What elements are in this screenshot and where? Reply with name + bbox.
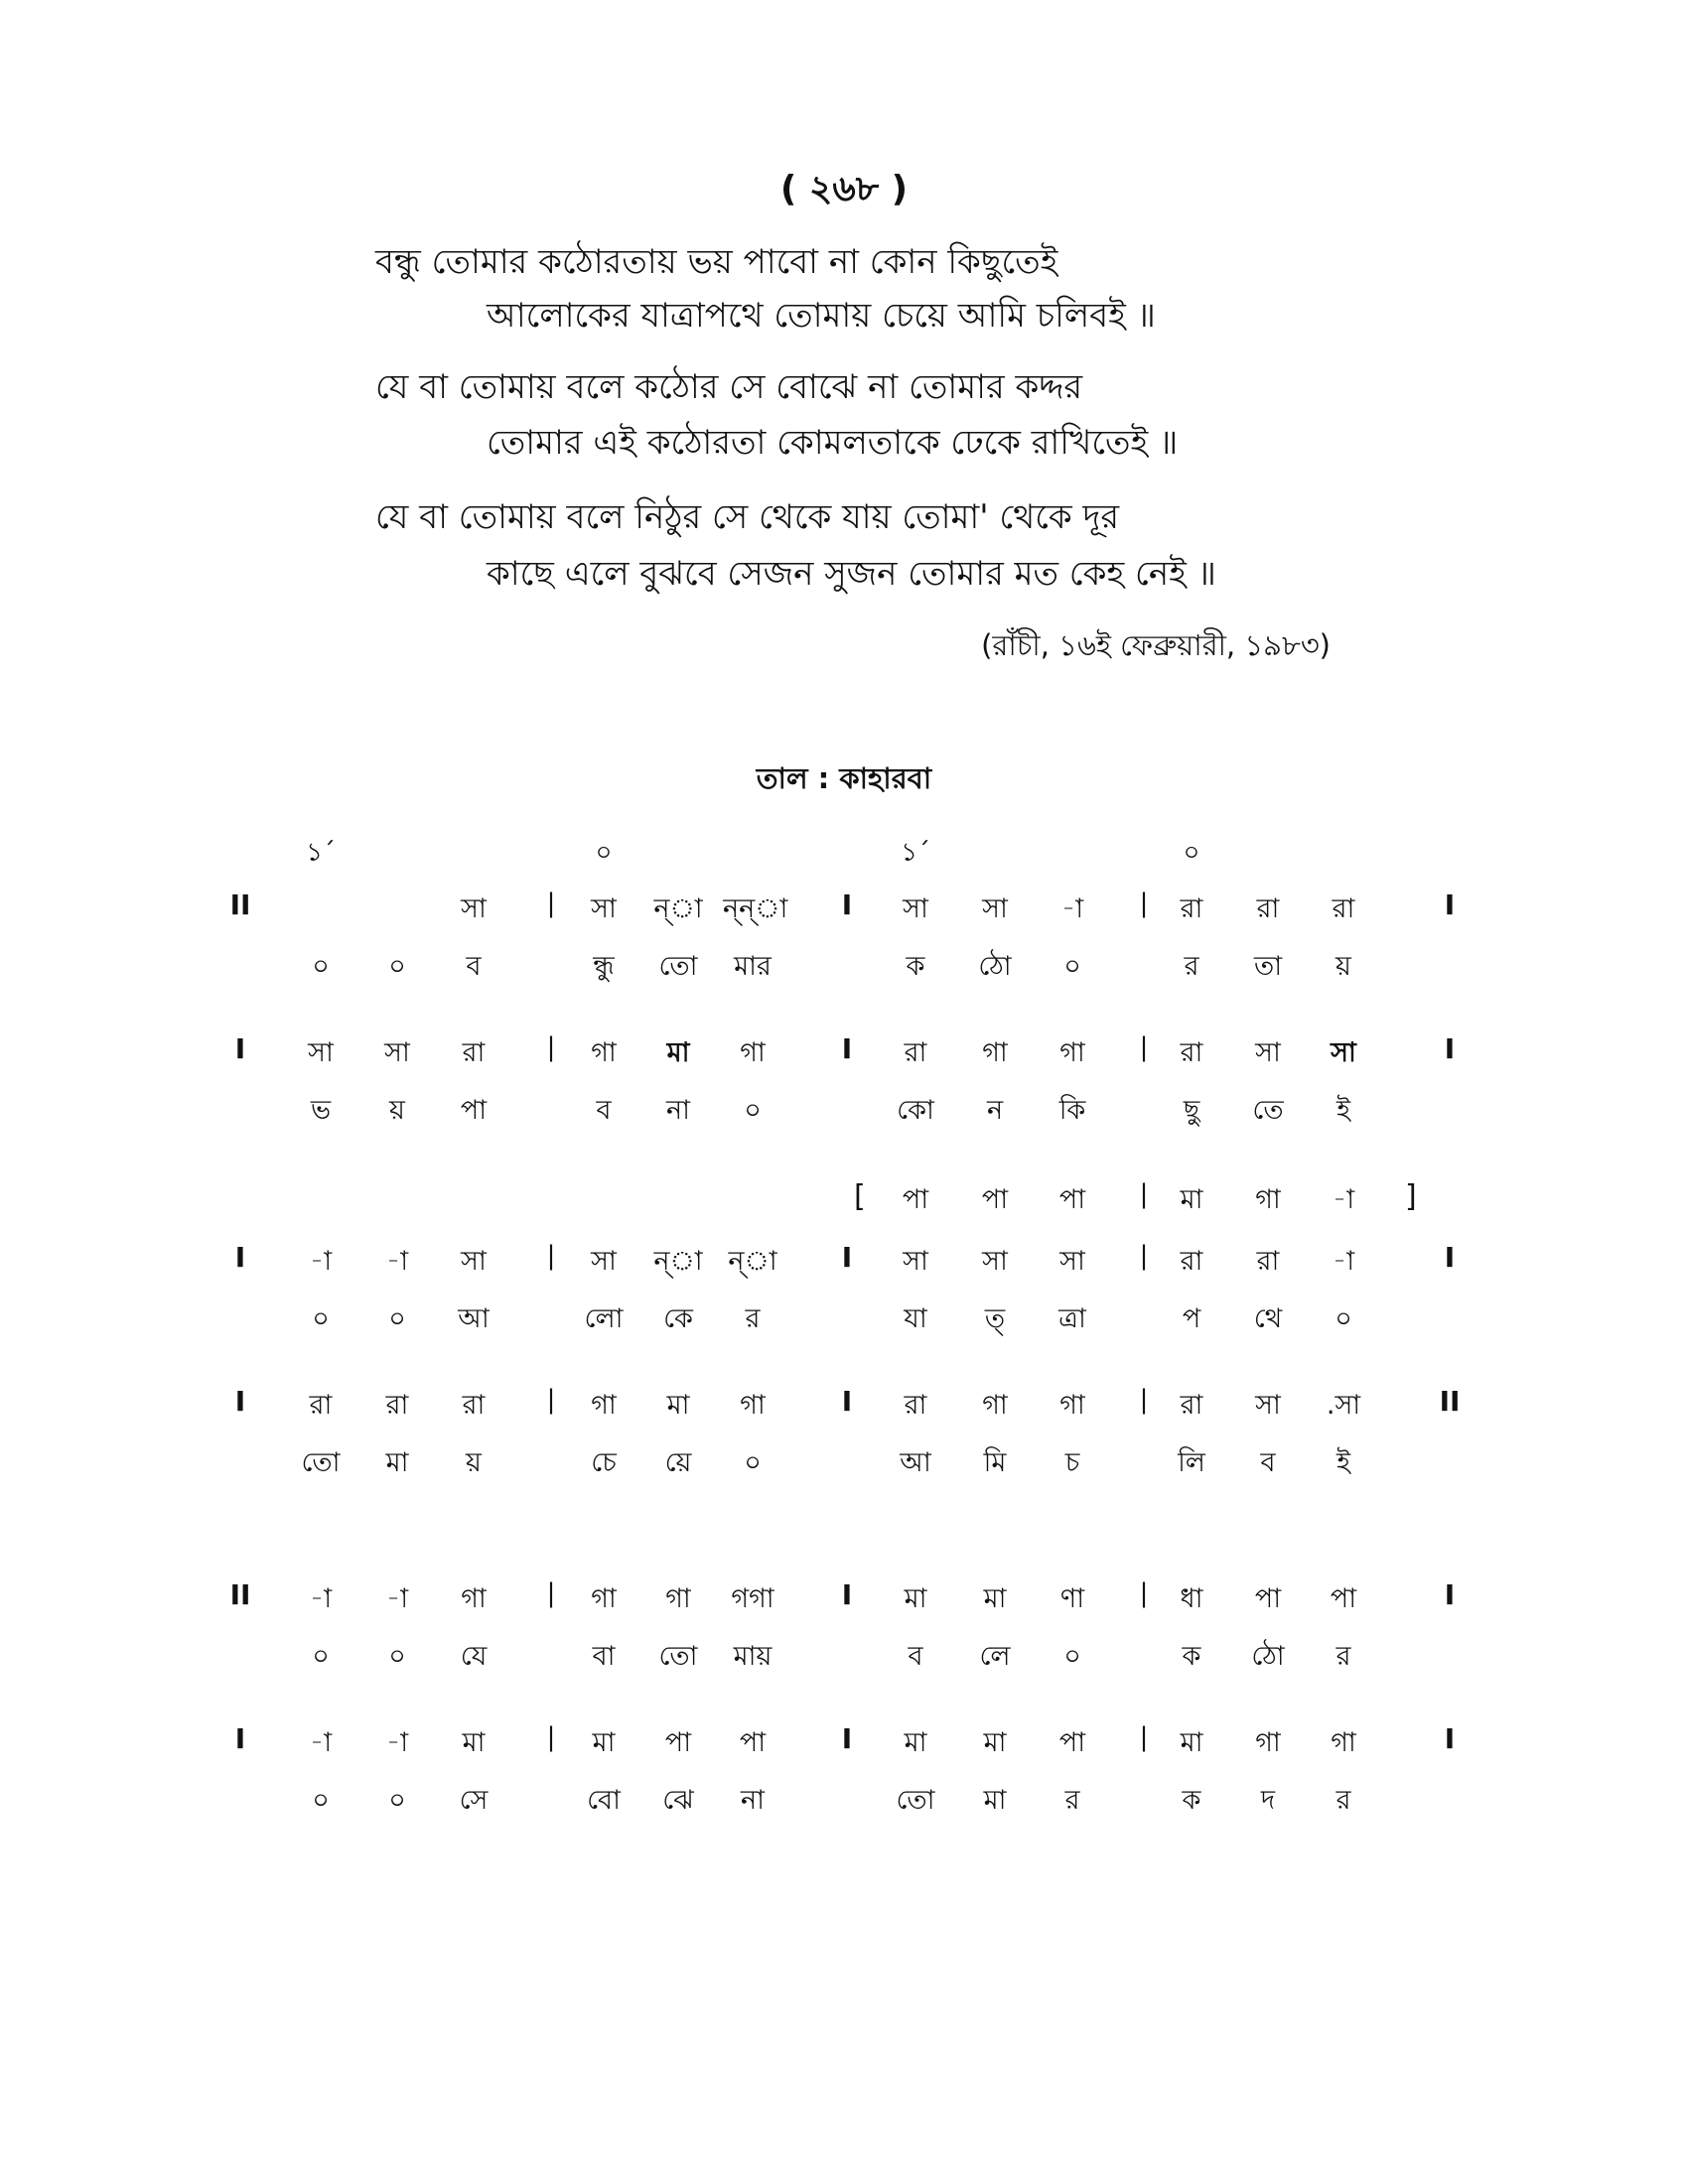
swara-note: পা <box>1254 1583 1282 1614</box>
swara-note: -া <box>309 1246 333 1277</box>
lyric-syllable: র <box>1336 1785 1351 1816</box>
swara-note: ধা <box>1180 1583 1203 1614</box>
lyric-syllable: ভ <box>310 1095 332 1126</box>
lyric-syllable: ই <box>1336 1095 1351 1126</box>
beat-divider: | <box>1139 1722 1149 1752</box>
swara-note: গা <box>1059 1390 1085 1421</box>
lyric-syllable: ক <box>906 951 925 982</box>
composition-date: (রাঁচী, ১৬ই ফেব্রুয়ারী, ১৯৮৩) <box>981 628 1331 662</box>
swara-note: রা <box>904 1390 927 1421</box>
lyric-syllable: মা <box>385 1447 409 1478</box>
bar-line: II <box>1439 1385 1461 1418</box>
lyric-syllable: র <box>1064 1785 1080 1816</box>
lyric-syllable: তে <box>1252 1095 1284 1126</box>
bar-line: I <box>234 1722 246 1755</box>
swara-note: পা <box>739 1727 767 1758</box>
lyric-syllable: মায় <box>733 1641 773 1672</box>
swara-note: সা <box>982 893 1008 924</box>
swara-note: -া <box>1060 893 1084 924</box>
lyric-syllable: মি <box>983 1447 1007 1478</box>
swara-note: রা <box>1180 1390 1203 1421</box>
swara-note: গা <box>1331 1727 1356 1758</box>
beat-mark: ১´ <box>306 838 336 868</box>
lyric-syllable: আ <box>900 1447 931 1478</box>
lyric-syllable: ০ <box>312 951 330 982</box>
swara-note: রা <box>1332 893 1355 924</box>
lyric-syllable: লো <box>584 1303 624 1334</box>
swara-note: সা <box>591 893 617 924</box>
lyric-line: যে বা তোমায় বলে নিঠুর সে থেকে যায় তোমা' থেকে দূর <box>375 497 1120 537</box>
swara-note: গা <box>982 1037 1008 1068</box>
swara-note: সা <box>461 1246 487 1277</box>
lyric-syllable: ন <box>986 1095 1004 1126</box>
swara-note: মা <box>904 1727 927 1758</box>
lyric-syllable: ০ <box>312 1785 330 1816</box>
page-number: ( ২৬৮ ) <box>779 169 909 209</box>
swara-note: মা <box>983 1583 1007 1614</box>
lyric-syllable: লে <box>979 1641 1011 1672</box>
bar-line: I <box>234 1241 246 1274</box>
lyric-syllable: লি <box>1178 1447 1205 1478</box>
swara-note: গা <box>591 1390 617 1421</box>
swara-note: ন্‌া <box>653 893 703 924</box>
beat-divider: | <box>546 1241 556 1271</box>
lyric-syllable: ঠো <box>1251 1641 1285 1672</box>
bar-line: I <box>841 1578 853 1611</box>
bar-line: I <box>841 1241 853 1274</box>
lyric-syllable: তো <box>896 1785 935 1816</box>
lyric-syllable: বা <box>592 1641 616 1672</box>
swara-note: -া <box>385 1246 409 1277</box>
swara-note: -া <box>1332 1246 1355 1277</box>
lyric-syllable: য় <box>1336 951 1351 982</box>
swara-note: ন্‌ন্‌া <box>723 893 788 924</box>
beat-divider: | <box>546 1578 556 1608</box>
swara-note: রা <box>1180 893 1203 924</box>
lyric-syllable: ত্রা <box>1058 1303 1086 1334</box>
swara-note: মা <box>904 1583 927 1614</box>
beat-divider: | <box>1139 1179 1149 1209</box>
swara-note: গা <box>665 1583 691 1614</box>
swara-note: পা <box>1058 1727 1086 1758</box>
swara-note: গা <box>1255 1727 1281 1758</box>
swara-note: ন্‌া <box>653 1246 703 1277</box>
lyric-syllable: তো <box>301 1447 341 1478</box>
bracket: ] <box>1405 1179 1417 1214</box>
lyric-syllable: ০ <box>388 1303 406 1334</box>
swara-note: গা <box>740 1390 766 1421</box>
lyric-syllable: ব <box>1260 1447 1276 1478</box>
lyric-syllable: ব <box>908 1641 923 1672</box>
swara-note: -া <box>309 1727 333 1758</box>
swara-note: রা <box>1180 1246 1203 1277</box>
lyric-syllable: ব <box>596 1095 612 1126</box>
swara-note: -া <box>309 1583 333 1614</box>
swara-note: মা <box>462 1727 486 1758</box>
lyric-syllable: পা <box>460 1095 488 1126</box>
lyric-syllable: ই <box>1336 1447 1351 1478</box>
lyric-syllable: ০ <box>744 1095 762 1126</box>
lyric-syllable: ০ <box>1063 1641 1081 1672</box>
alt-note: গা <box>1255 1184 1281 1215</box>
lyric-syllable: যা <box>904 1303 927 1334</box>
swara-note: গা <box>461 1583 487 1614</box>
lyric-syllable: সে <box>459 1785 489 1816</box>
lyric-syllable: ০ <box>312 1303 330 1334</box>
swara-note: ন্‌া <box>728 1246 777 1277</box>
lyric-syllable: র <box>745 1303 761 1334</box>
swara-note: সা <box>461 893 487 924</box>
swara-note: পা <box>1330 1583 1357 1614</box>
beat-divider: | <box>1139 1241 1149 1271</box>
swara-note: সা <box>1059 1246 1085 1277</box>
lyric-syllable: য়ে <box>664 1447 692 1478</box>
bar-line: I <box>841 888 853 921</box>
swara-note: গা <box>1059 1037 1085 1068</box>
lyric-syllable: প <box>1182 1303 1201 1334</box>
beat-divider: | <box>1139 1385 1149 1415</box>
lyric-syllable: তা <box>1253 951 1283 982</box>
lyric-syllable: ক <box>1182 1641 1201 1672</box>
swara-note: সা <box>1255 1037 1281 1068</box>
swara-note: মা <box>666 1037 690 1068</box>
lyric-line: তোমার এই কঠোরতা কোমলতাকে ঢেকে রাখিতেই ॥ <box>487 423 1179 463</box>
alt-note: পা <box>1058 1184 1086 1215</box>
lyric-syllable: ব <box>466 951 482 982</box>
beat-divider: | <box>546 1385 556 1415</box>
swara-note: রা <box>904 1037 927 1068</box>
lyric-syllable: র <box>1336 1641 1351 1672</box>
swara-note: গা <box>591 1037 617 1068</box>
swara-note: সা <box>384 1037 410 1068</box>
lyric-syllable: চে <box>591 1447 617 1478</box>
bar-line: I <box>1444 1578 1456 1611</box>
swara-note: সা <box>903 893 928 924</box>
beat-mark: ০ <box>595 838 613 868</box>
lyric-syllable: মা <box>983 1785 1007 1816</box>
bar-line: I <box>841 1385 853 1418</box>
beat-divider: | <box>546 888 556 918</box>
swara-note: -া <box>385 1727 409 1758</box>
lyric-syllable: দ <box>1260 1785 1276 1816</box>
swara-note: সা <box>1331 1037 1356 1068</box>
alt-note: পা <box>981 1184 1009 1215</box>
swara-note: মা <box>1180 1727 1203 1758</box>
lyric-syllable: ঝে <box>662 1785 694 1816</box>
bar-line: II <box>229 888 251 921</box>
swara-note: মা <box>592 1727 616 1758</box>
lyric-syllable: কে <box>663 1303 693 1334</box>
swara-note: মা <box>983 1727 1007 1758</box>
lyric-syllable: ঠো <box>978 951 1012 982</box>
swara-note: গগা <box>731 1583 774 1614</box>
lyric-syllable: না <box>741 1785 765 1816</box>
alt-note: পা <box>902 1184 929 1215</box>
lyric-syllable: ০ <box>1335 1303 1352 1334</box>
bracket: [ <box>854 1179 866 1214</box>
alt-note: -া <box>1332 1184 1355 1215</box>
lyric-syllable: তো <box>658 951 698 982</box>
lyric-syllable: ০ <box>1063 951 1081 982</box>
lyric-syllable: তো <box>658 1641 698 1672</box>
lyric-syllable: আ <box>458 1303 490 1334</box>
lyric-line: আলোকের যাত্রাপথে তোমায় চেয়ে আমি চলিবই ॥ <box>487 296 1156 336</box>
swara-note: রা <box>462 1390 486 1421</box>
bar-line: I <box>1444 1722 1456 1755</box>
lyric-syllable: ত্ <box>984 1303 1006 1334</box>
swara-note: সা <box>903 1246 928 1277</box>
lyric-syllable: য় <box>389 1095 405 1126</box>
swara-note: রা <box>309 1390 333 1421</box>
bar-line: I <box>1444 1241 1456 1274</box>
lyric-syllable: যে <box>460 1641 488 1672</box>
lyric-syllable: কো <box>897 1095 934 1126</box>
lyric-syllable: ছু <box>1183 1095 1200 1126</box>
swara-note: গা <box>982 1390 1008 1421</box>
bar-line: I <box>1444 1032 1456 1065</box>
beat-divider: | <box>1139 1032 1149 1062</box>
bar-line: I <box>841 1032 853 1065</box>
lyric-syllable: চ <box>1064 1447 1080 1478</box>
swara-note: রা <box>1256 1246 1280 1277</box>
bar-line: I <box>234 1385 246 1418</box>
lyric-line: কাছে এলে বুঝবে সেজন সুজন তোমার মত কেহ নেই ॥ <box>487 554 1216 594</box>
taal-heading: তাল : কাহারবা <box>756 761 932 795</box>
beat-mark: ০ <box>1183 838 1200 868</box>
beat-divider: | <box>1139 888 1149 918</box>
swara-note: সা <box>308 1037 334 1068</box>
lyric-syllable: য় <box>466 1447 482 1478</box>
lyric-syllable: ০ <box>388 1641 406 1672</box>
lyric-syllable: ০ <box>388 1785 406 1816</box>
swara-note: গা <box>591 1583 617 1614</box>
lyric-syllable: না <box>666 1095 690 1126</box>
lyric-line: বন্ধু তোমার কঠোরতায় ভয় পাবো না কোন কিছুতেই <box>375 242 1058 282</box>
swara-note: মা <box>666 1390 690 1421</box>
lyric-line: যে বা তোমায় বলে কঠোর সে বোঝে না তোমার কদ্দর <box>375 367 1083 407</box>
lyric-syllable: র <box>1184 951 1199 982</box>
bar-line: I <box>234 1032 246 1065</box>
lyric-syllable: কি <box>1058 1095 1086 1126</box>
lyric-syllable: ক <box>1182 1785 1201 1816</box>
beat-divider: | <box>1139 1578 1149 1608</box>
swara-note: রা <box>462 1037 486 1068</box>
swara-note: .সা <box>1326 1390 1361 1421</box>
lyric-syllable: মার <box>734 951 772 982</box>
bar-line: II <box>229 1578 251 1611</box>
swara-note: -া <box>385 1583 409 1614</box>
swara-note: পা <box>664 1727 692 1758</box>
swara-note: রা <box>1180 1037 1203 1068</box>
beat-divider: | <box>546 1722 556 1752</box>
swara-note: ণা <box>1059 1583 1085 1614</box>
lyric-syllable: বো <box>587 1785 621 1816</box>
swara-note: সা <box>1255 1390 1281 1421</box>
lyric-syllable: ন্ধু <box>593 951 615 982</box>
bar-line: I <box>841 1722 853 1755</box>
swara-note: সা <box>982 1246 1008 1277</box>
bar-line: I <box>1444 888 1456 921</box>
lyric-syllable: ০ <box>312 1641 330 1672</box>
swara-note: সা <box>591 1246 617 1277</box>
swara-note: রা <box>1256 893 1280 924</box>
swara-note: গা <box>740 1037 766 1068</box>
lyric-syllable: থে <box>1253 1303 1283 1334</box>
beat-divider: | <box>546 1032 556 1062</box>
lyric-syllable: ০ <box>388 951 406 982</box>
swara-note: রা <box>385 1390 409 1421</box>
alt-note: মা <box>1180 1184 1203 1215</box>
beat-mark: ১´ <box>901 838 930 868</box>
lyric-syllable: ০ <box>744 1447 762 1478</box>
